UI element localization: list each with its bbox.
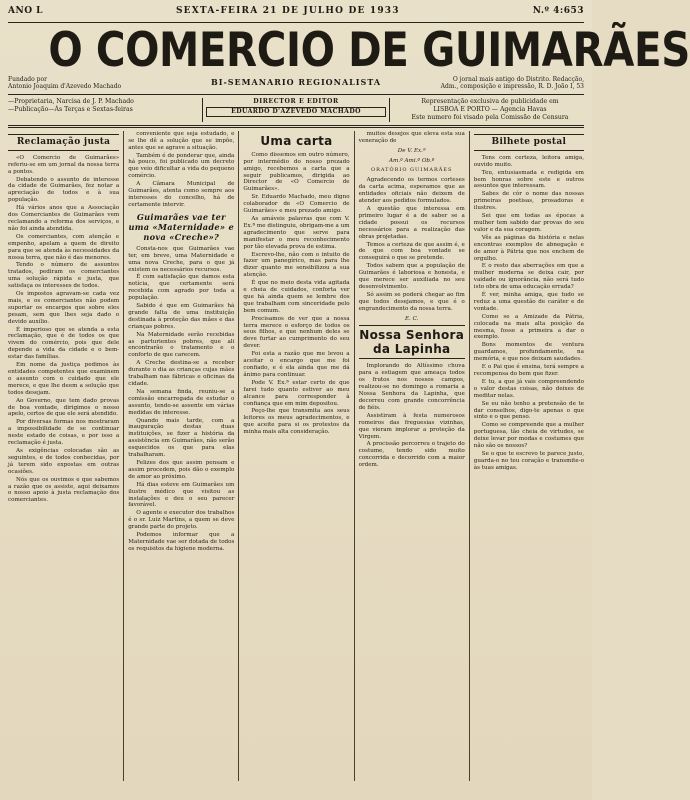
article-paragraph: Quando mais tarde, com a inauguração destas duas instituições, se fizer a história da assistência em Guimarães, não serão esquecidos os que para elas trabalharam. <box>128 417 235 459</box>
advertising-line-1: Representação exclusiva de publicidade em <box>421 97 559 105</box>
schedule-line: —Publicação—Ás Terças e Sextas-feiras <box>8 105 133 113</box>
article-paragraph: «O Comercio de Guimarães» referiu-se em um jornal da nossa terra a pontos. <box>8 154 120 175</box>
article-paragraph: E o Pai que é ensina, terá sempre a recompensa do bem que fizer. <box>473 364 584 377</box>
publication-type: BI-SEMANARIO REGIONALISTA <box>210 77 382 87</box>
article-paragraph: Teu, entusiasmada e redigida em bem honras sobre este e outros assuntos que interessam. <box>473 169 584 190</box>
article-paragraph: Ao Governo, que tem dado provas de boa vontade, dirigimos o nosso apelo, certos de que ele será atendido. <box>8 397 120 418</box>
article-paragraph: Só assim se poderá chegar ao fim que todos desejamos, e que é o engrandecimento da nossa terra. <box>358 291 465 312</box>
columns-top-rule <box>8 125 584 128</box>
column-2 <box>123 131 238 781</box>
director-box <box>202 98 390 122</box>
article-paragraph: Todos sabem que a população de Guimarães é laboriosa e honesta, e que merece ser auxiliada no seu desenvolvimento. <box>358 263 465 290</box>
article-paragraph: Há vários anos que a Associação dos Comerciantes de Guimarães vem reclamando a reforma dos serviços, e não foi ainda atendida. <box>8 205 120 232</box>
signature: ORATÓRIO GUIMARÃES <box>370 167 453 174</box>
article-paragraph: Na Maternidade serão recebidas as parturientes pobres, que ali encontrarão o tratamento e o conforto de que carecem. <box>128 331 235 359</box>
signature: Am.º Ami.º Ob.º <box>388 157 435 164</box>
article-paragraph: Sei que em todas as épocas a mulher tem sabido dar provas do seu valor e da sua coragem. <box>473 213 584 233</box>
article-paragraph: Também é de ponderar que, ainda há pouco, foi publicado um decreto que veio dificultar a vida do pequeno comércio. <box>128 152 235 180</box>
article-columns <box>8 131 584 781</box>
article-paragraph: Se eu não tenho a pretensão de te dar conselhos, digo-te apenas o que sinto e o que penso. <box>473 400 584 421</box>
column-5 <box>469 131 584 781</box>
article-paragraph: Há dias esteve em Guimarães um ilustre médico que visitou as instalações e deu o seu parecer favorável. <box>128 481 235 509</box>
article-paragraph: Felizes dos que assim pensam e assim procedem, pois dão o exemplo de amor ao próximo. <box>128 459 235 480</box>
article-paragraph: Em nome da justiça pedimos às entidades competentes que examinem o assunto com o cuidado que ele merece, e que lhe deem a solução que todos desejam. <box>8 362 120 396</box>
article-paragraph: Se o que te escrevo te parece justo, guarda-o no teu coração e transmite-o às tuas amigas. <box>473 450 584 471</box>
founder-label: Fundado por <box>8 76 47 83</box>
advertising-info <box>396 98 584 122</box>
article-paragraph: conveniente que seja estudado, e se lhe dê a solução que se impõe, antes que se agrave a situação. <box>128 130 235 151</box>
founder-name: Antonio Joaquim d'Azevedo Machado <box>8 83 122 91</box>
column-3 <box>238 131 353 781</box>
subhead <box>8 76 584 91</box>
header-rule <box>8 94 584 95</box>
article-paragraph: Implorando do Altíssimo chuva para a estiagem que ameaça todos os frutos nos nossos campos, realizou-se no domingo a romaria a Nossa Senhora da Lapinha, que decorreu com grande concorrência de fiéis. <box>358 363 465 411</box>
column-1 <box>8 131 123 781</box>
article-paragraph: Debatendo o assunto de interesse da cidade de Guimarães, fez notar a apreciação de todos e à sua população. <box>8 176 120 204</box>
article-paragraph: Peço-lhe que transmita aos seus leitores os meus agradecimentos, e que aceite para si os protestos da minha mais alta consideração. <box>243 408 350 436</box>
article-paragraph: Temos a certeza de que assim é, e de que com boa vontade se conseguirá o que se pretende. <box>358 241 465 262</box>
article-paragraph: Os impostos agravam-se cada vez mais, e os comerciantes não podem suportar os encargos que sobre eles pesam, sem que lhes seja dado o devido auxílio. <box>8 291 120 325</box>
article-paragraph: muitos desejos que eleva esta sua veneração de <box>358 130 465 144</box>
article-paragraph: Como se a Amizade da Pátria, colocada na mais alta posição da mesma, fosse a primeira a dar o exemplo. <box>473 313 584 341</box>
article-paragraph: Pode V. Ex.ª estar certo de que farei tudo quanto estiver ao meu alcance para corresponder à confiança que em mim depositou. <box>243 379 350 407</box>
article-heading: Guimarães vae ter uma «Maternidade» e nova «Creche»? <box>128 211 235 242</box>
article-paragraph: O agente e executor dos trabalhos é o sr. Luiz Martins, a quem se deve grande parte do projeto. <box>128 510 235 531</box>
article-paragraph: E o resto das aberrações em que a mulher moderna se deixa cair, por vaidade ou ignorância, não será tudo isto obra de uma educação errada? <box>473 263 584 291</box>
owner-info <box>8 98 196 122</box>
article-paragraph: As amáveis palavras que com V. Ex.ª me distinguiu, obrigam-me a um agradecimento que serve para manifestar o meu reconhecimento por tão elevada prova de estima. <box>243 215 350 250</box>
article-paragraph: A Câmara Municipal de Guimarães, atenta como sempre aos interesses do concelho, há de certamente intervir. <box>128 181 235 208</box>
article-paragraph: Nós que os ouvimos e que sabemos a razão que os assiste, aqui deixamos o nosso apoio à justa reclamação dos comerciantes. <box>8 476 120 504</box>
article-paragraph: Na semana finda, reuniu-se a comissão encarregada de estudar o assunto, tendo-se assente em várias medidas de interesse. <box>128 388 235 416</box>
article-paragraph: Por diversas formas nos mostraram a impossibilidade de se continuar neste estado de coisas, e por isso a reclamação é justa. <box>8 419 120 447</box>
article-paragraph: A Creche destina-se a receber durante o dia as crianças cujas mães trabalham nas fábricas e oficinas da cidade. <box>128 360 235 387</box>
year-label: ANO L <box>8 6 44 16</box>
article-paragraph: Bons momentos de ventura guardamos, profundamente, na memória, e que nos deixam saudades. <box>473 342 584 363</box>
article-heading: Bilhete postal <box>474 134 584 151</box>
article-paragraph: É ver, minha amiga, que tudo se reduz a uma questão de caráter e de vontade. <box>473 292 584 312</box>
article-heading: Uma carta <box>260 133 333 148</box>
article-paragraph: E tu, a que já vais compreendendo o valor destas coisas, não deixes de meditar nelas. <box>473 378 584 399</box>
article-paragraph: É que no meio desta vida agitada e cheia de cuidados, conforta ver que há ainda quem se lembre dos que trabalham com sinceridade pelo bem comum. <box>243 280 350 314</box>
founder-info <box>8 76 193 91</box>
article-paragraph: As exigências colocadas são as seguintes, e de todos conhecidas, por já terem sido expostas em outras ocasiões. <box>8 447 120 475</box>
owner-line: —Proprietaria, Narcisa de J. P. Machado <box>8 97 134 105</box>
article-paragraph: A questão que interessa em primeiro lugar é a de saber se a cidade possui os recursos necessários para a realização das obras projetadas. <box>358 205 465 240</box>
article-paragraph: A procissão percorreu o trajeto do costume, tendo sido muito concorrida e decorrido com a maior ordem. <box>358 441 465 469</box>
article-paragraph: Tendo o número de assuntos tratados, pediram os comerciantes uma solução rápida e justa, que satisfaça os interesses de todos. <box>8 262 120 290</box>
dateline <box>8 6 584 23</box>
article-heading: Nossa Senhora da Lapinha <box>359 325 465 359</box>
director-title: DIRECTOR E EDITOR <box>253 97 339 105</box>
infobar <box>8 98 584 122</box>
address-line-2: Adm., composição e impressão, R. D. João I, 53 <box>440 83 584 91</box>
article-paragraph: É imperioso que se atenda a esta reclamação, que é de todos os que vivem do comércio, pois que dele depende a vida da cidade e o bem-estar das famílias. <box>8 326 120 361</box>
article-paragraph: É com satisfação que damos esta notícia, que certamente será recebida com agrado por toda a população. <box>128 274 235 302</box>
censorship-line: Este numero foi visado pela Comissão de Censura <box>411 113 569 121</box>
advertising-line-2: LISBOA E PORTO — Agencia Havas <box>433 105 547 113</box>
address-line-1: O jornal mais antigo do Distrito. Redacção, <box>452 76 584 83</box>
director-name: EDUARDO D'AZEVEDO MACHADO <box>206 107 386 117</box>
article-paragraph: Podemos informar que a Maternidade vae ser dotada de todos os requisitos da higiene moderna. <box>128 532 235 552</box>
article-paragraph: Sr. Eduardo Machado, meu digno colaborador de «O Comercio de Guimarães» e meu prezado amigo. <box>243 194 350 215</box>
article-paragraph: Escrevo-lhe, não com o intuito de fazer um panegírico, mas para lhe dizer quanto me sensibilizou a sua atenção. <box>243 251 350 279</box>
signature: E. C. <box>404 315 419 322</box>
issue-date: SEXTA-FEIRA 21 DE JULHO DE 1933 <box>175 6 400 16</box>
article-paragraph: Assistiram à festa numerosos romeiros das freguesias vizinhas, que vieram implorar a proteção da Virgem. <box>358 412 465 440</box>
column-4 <box>354 131 469 781</box>
issue-number: N.º 4:653 <box>532 6 584 16</box>
article-paragraph: Como se compreende que a mulher portuguesa, tão cheia de virtudes, se deixe levar por modas e costumes que não são os nossos? <box>473 422 584 450</box>
article-paragraph: Os comerciantes, com atenção e empenho, apelam a quem de direito para que se atenda às necessidades da nossa terra, que não é das menores. <box>8 233 120 261</box>
article-heading: Reclamação justa <box>8 134 119 151</box>
article-paragraph: Sabes de cór o nome das nossas primeiras poetisas, prosadoras e ilustres. <box>473 191 584 212</box>
article-paragraph: Tens com certeza, leitora amiga, ouvido muito. <box>473 154 584 168</box>
masthead-title: O COMERCIO DE GUIMARÃES <box>48 23 690 78</box>
article-paragraph: Agradecendo os termos corteses da carta acima, esperamos que as entidades oficiais não deixem de atender aos pedidos formulados. <box>358 177 465 205</box>
signature: De V. Ex.ª <box>397 147 426 154</box>
article-paragraph: Precisamos de ver que a nossa terra merece o esforço de todos os seus filhos, e que nenhum deles se deve furtar ao cumprimento do seu dever. <box>243 315 350 350</box>
article-paragraph: Consta-nos que Guimarães vae ter, em breve, uma Maternidade e uma nova Creche, para o que já existem os necessários recursos. <box>128 245 235 273</box>
article-paragraph: Como dissemos em outro número, por intermédio do nosso prezado amigo, recebemos a carta que a seguir publicamos, dirigida ao Director de «O Comercio de Guimarães». <box>243 151 350 193</box>
article-paragraph: Sabido é que em Guimarães há grande falta de uma instituição destinada à proteção das mães e das crianças pobres. <box>128 303 235 330</box>
address-info <box>399 76 584 91</box>
article-paragraph: Vês as páginas da história e nelas encontras exemplos de abnegação e de amor à Pátria que nos enchem de orgulho. <box>473 234 584 262</box>
article-paragraph: Foi esta a razão que me levou a aceitar o encargo que me foi confiado, e é ela ainda que me dá ânimo para continuar. <box>243 351 350 378</box>
